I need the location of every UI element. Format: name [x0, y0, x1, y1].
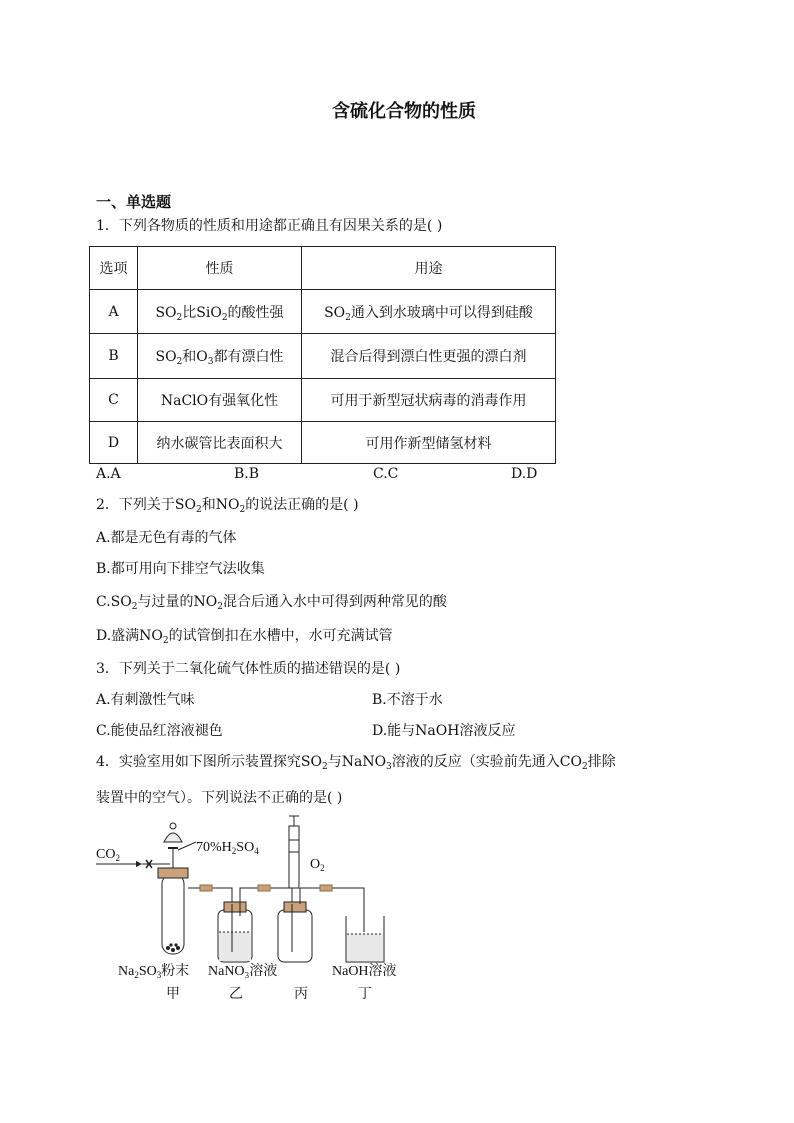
question-3-choice-a[interactable]: A.有刺激性气味	[96, 692, 195, 708]
label-jia: 甲	[166, 987, 180, 1002]
use-cell: 可用于新型冠状病毒的消毒作用	[302, 379, 556, 422]
question-4-stem-line1: 4．实验室用如下图所示装置探究$SO_2$与NaNO$_3$溶液的反应（实验前先通入$CO_2$排除	[96, 754, 616, 772]
beaker-ding	[346, 916, 384, 962]
question-2-choice-b[interactable]: B.都可用向下排空气法收集	[96, 561, 265, 577]
label-yi-reagent: NaNO₃溶液	[208, 964, 278, 979]
property-cell: NaClO有强氧化性	[138, 379, 302, 422]
property-cell: $SO_2$比SiO$_2$的酸性强	[138, 290, 302, 334]
label-jia-reagent: $Na_2SO_3$粉末	[118, 964, 190, 980]
question-3-choice-c[interactable]: C.能使品红溶液褪色	[96, 723, 223, 739]
acid-label: $70\%H_2SO_4$	[196, 840, 259, 856]
question-2-choice-a[interactable]: A.都是无色有毒的气体	[96, 530, 237, 546]
table-row	[90, 334, 556, 379]
question-3-choice-b[interactable]: B.不溶于水	[372, 692, 443, 708]
question-2-stem: 2．下列关于$SO_2$和$NO_2$的说法正确的是( )	[96, 497, 359, 515]
label-ding: 丁	[358, 987, 372, 1002]
label-yi: 乙	[229, 987, 243, 1002]
choice-b[interactable]: B.B	[234, 466, 260, 482]
page-title: 含硫化合物的性质	[332, 101, 476, 122]
table-header-cell: 选项	[90, 247, 138, 290]
apparatus-diagram	[92, 812, 432, 1012]
question-3-stem: 3．下列关于二氧化硫气体性质的描述错误的是( )	[96, 661, 401, 677]
table-header-row	[90, 247, 556, 290]
use-cell: 可用作新型储氢材料	[302, 422, 556, 464]
label-ding-reagent: NaOH溶液	[332, 964, 397, 979]
o2-label: $O_2$	[310, 857, 325, 873]
choice-a[interactable]: A.A	[96, 466, 121, 482]
use-cell: $SO_2$通入到水玻璃中可以得到硅酸	[302, 290, 556, 334]
tube-3	[300, 888, 364, 932]
option-cell: A	[90, 290, 138, 334]
question-1-table	[89, 246, 556, 464]
question-1-stem: 1．下列各物质的性质和用途都正确且有因果关系的是( )	[96, 218, 443, 234]
table-header-cell: 性质	[138, 247, 302, 290]
bottle-yi	[218, 902, 252, 962]
choice-c[interactable]: C.C	[373, 466, 399, 482]
option-cell: B	[90, 334, 138, 379]
table-header-cell: 用途	[302, 247, 556, 290]
option-cell: C	[90, 379, 138, 422]
question-2-choice-d[interactable]: D.盛满$NO_2$的试管倒扣在水槽中，水可充满试管	[96, 628, 393, 646]
use-cell: 混合后得到漂白性更强的漂白剂	[302, 334, 556, 379]
option-cell: D	[90, 422, 138, 464]
question-2-choice-c[interactable]: $C.SO_2$与过量的$NO_2$混合后通入水中可得到两种常见的酸	[96, 594, 447, 612]
table-row	[90, 290, 556, 334]
choice-d[interactable]: D.D	[511, 466, 538, 482]
co2-label: $CO_2$	[96, 847, 120, 863]
section-heading: 一、单选题	[96, 193, 172, 211]
bottle-bing	[278, 816, 312, 962]
table-row	[90, 379, 556, 422]
question-3-choice-d[interactable]: D.能与NaOH溶液反应	[372, 723, 516, 739]
label-bing: 丙	[294, 987, 308, 1002]
property-cell: 纳水碳管比表面积大	[138, 422, 302, 464]
question-4-stem-line2: 装置中的空气）。下列说法不正确的是( )	[96, 790, 343, 806]
property-cell: $SO_2$和$O_3$都有漂白性	[138, 334, 302, 379]
table-row	[90, 422, 556, 464]
